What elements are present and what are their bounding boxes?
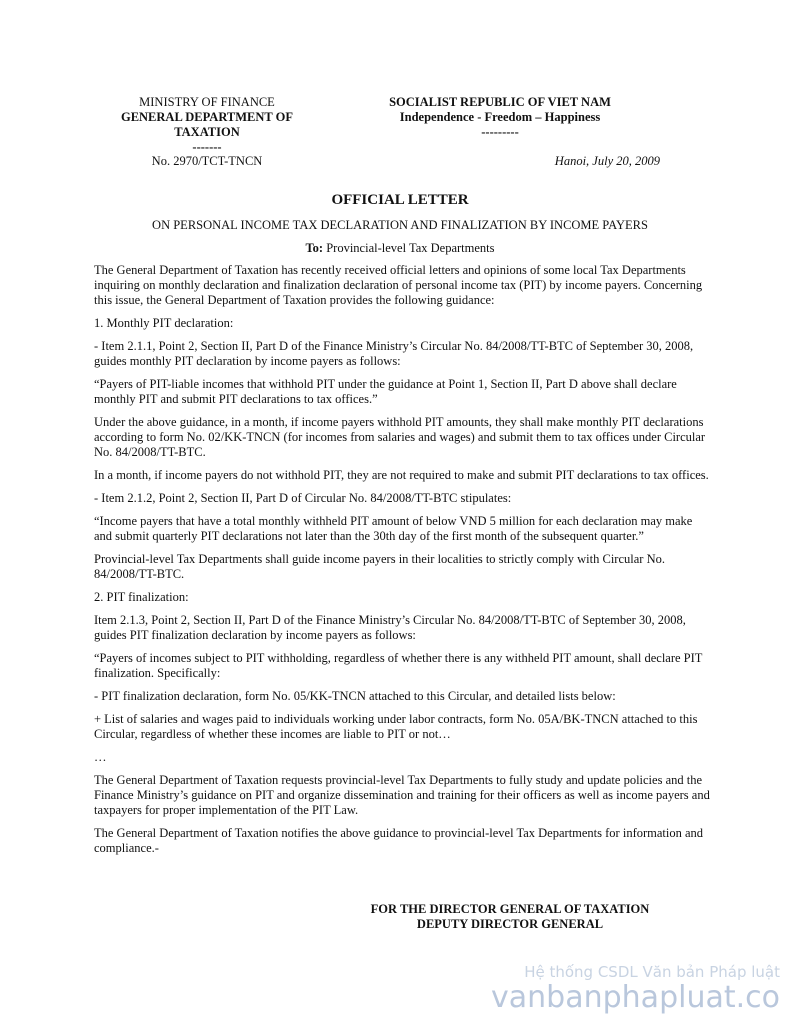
site-watermark [491,963,780,1015]
issuer-header [107,95,307,155]
motto-separator: --------- [481,125,519,139]
paragraph: - PIT finalization declaration, form No. 05/KK-TNCN attached to this Circular, and detailed lists below: [94,689,616,703]
recipient-line [0,241,800,256]
paragraph: + List of salaries and wages paid to individuals working under labor contracts, form No. 05A/BK-TNCN attached to this Circular, regardless of whether these incomes are liable to PIT or not… [94,712,698,741]
letter-body [94,263,712,864]
paragraph: Under the above guidance, in a month, if income payers withhold PIT amounts, they shall make monthly PIT declarations according to form No. 02/KK-TNCN (for incomes from salaries and wages) and submit them to tax offices under Circular No. 84/2008/TT-BTC. [94,415,706,459]
issuer-separator: ------- [192,140,222,154]
document-number: No. 2970/TCT-TNCN [151,154,263,168]
paragraph: The General Department of Taxation has recently received official letters and opinions of some local Tax Departments inquiring on monthly declaration and finalization declaration of personal income tax (PIT) by income payers. Concerning this issue, the General Department of Taxation provides the following guidance: [94,263,703,307]
paragraph: - Item 2.1.1, Point 2, Section II, Part D of the Finance Ministry’s Circular No. 84/2008/TT-BTC of September 30, 2008, guides monthly PIT declaration by income payers as follows: [94,339,694,368]
signature-line1: FOR THE DIRECTOR GENERAL OF TAXATION [370,902,650,916]
paragraph: Item 2.1.3, Point 2, Section II, Part D of the Finance Ministry’s Circular No. 84/2008/TT-BTC of September 30, 2008, guides PIT finalization declaration by income payers as follows: [94,613,686,642]
recipient-value: Provincial-level Tax Departments [323,241,495,255]
country-name: SOCIALIST REPUBLIC OF VIET NAM [389,95,611,109]
paragraph: 2. PIT finalization: [94,590,189,604]
place-and-date: Hanoi, July 20, 2009 [554,154,660,168]
paragraph: Provincial-level Tax Departments shall guide income payers in their localities to strictly comply with Circular No. 84/2008/TT-BTC. [94,552,665,581]
recipient-label: To: [305,241,324,255]
department-name-line1: GENERAL DEPARTMENT OF [120,110,294,124]
paragraph: “Payers of PIT-liable incomes that withhold PIT under the guidance at Point 1, Section II, Part D above shall declare monthly PIT and submit PIT declarations to tax offices.” [94,377,677,406]
paragraph: In a month, if income payers do not withhold PIT, they are not required to make and submit PIT declarations to tax offices. [94,468,709,482]
document-subtitle: ON PERSONAL INCOME TAX DECLARATION AND FINALIZATION BY INCOME PAYERS [152,218,648,232]
watermark-tagline: Hệ thống CSDL Văn bản Pháp luật [524,963,780,981]
department-name-line2: TAXATION [174,125,240,139]
signature-block [350,902,670,932]
paragraph: … [94,750,107,764]
national-header [365,95,635,140]
national-motto: Independence - Freedom – Happiness [399,110,601,124]
paragraph: “Income payers that have a total monthly withheld PIT amount of below VND 5 million for each declaration may make and submit quarterly PIT declarations not later than the 30th day of the first month of the subsequent quarter.” [94,514,693,543]
paragraph: - Item 2.1.2, Point 2, Section II, Part D of Circular No. 84/2008/TT-BTC stipulates: [94,491,512,505]
signature-line2: DEPUTY DIRECTOR GENERAL [416,917,604,931]
paragraph: The General Department of Taxation notifies the above guidance to provincial-level Tax Departments for information and compliance.- [94,826,704,855]
watermark-domain: vanbanphapluat.co [491,980,780,1015]
paragraph: The General Department of Taxation requests provincial-level Tax Departments to fully study and update policies and the Finance Ministry’s guidance on PIT and organize dissemination and training for their officers as well as income payers and taxpayers for proper implementation of the PIT Law. [94,773,710,817]
paragraph: “Payers of incomes subject to PIT withholding, regardless of whether there is any withheld PIT amount, shall declare PIT finalization. Specifically: [94,651,703,680]
ministry-name: MINISTRY OF FINANCE [139,95,275,109]
document-title: OFFICIAL LETTER [331,192,469,208]
paragraph: 1. Monthly PIT declaration: [94,316,234,330]
